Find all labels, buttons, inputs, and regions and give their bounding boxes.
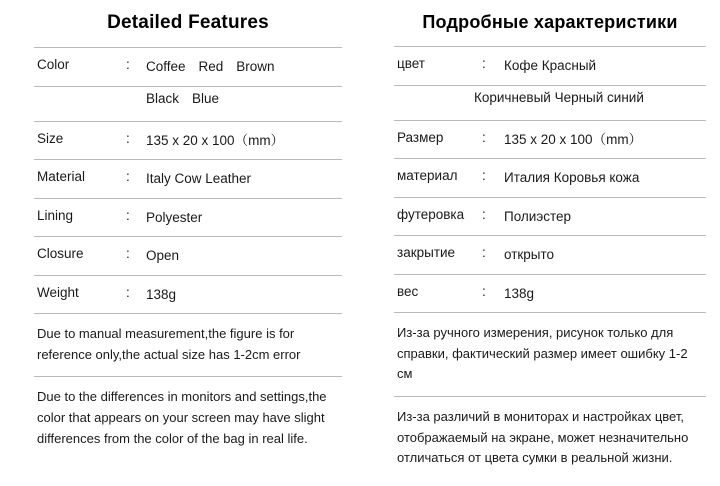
spec-row-color-ru bbox=[394, 47, 706, 85]
spec-label: Color bbox=[37, 57, 70, 72]
spec-value: 135 x 20 x 100（mm） bbox=[146, 132, 285, 148]
spec-label: закрытие bbox=[397, 245, 456, 261]
spec-row-color bbox=[34, 48, 342, 86]
spec-value bbox=[146, 57, 342, 77]
spec-label: Размер bbox=[397, 129, 444, 145]
spec-label: Weight bbox=[37, 284, 79, 300]
measurement-note: Due to manual measurement,the figure is for reference only,the actual size has 1-2cm error bbox=[37, 326, 301, 362]
page-title-russian: Подробные характеристики bbox=[422, 12, 678, 32]
spec-value: Open bbox=[146, 248, 180, 264]
spec-label: материал bbox=[397, 168, 458, 184]
spec-value: 135 x 20 x 100（mm） bbox=[504, 131, 643, 147]
spec-colon: : bbox=[482, 56, 486, 71]
spec-label: Size bbox=[37, 130, 64, 146]
page-title-english: Detailed Features bbox=[107, 12, 269, 33]
spec-row-closure bbox=[34, 237, 342, 275]
spec-label: футеровка bbox=[397, 206, 465, 222]
spec-label: вес bbox=[397, 283, 419, 299]
spec-colon: : bbox=[482, 283, 486, 299]
spec-row-size bbox=[34, 122, 342, 160]
spec-row-closure-ru bbox=[394, 236, 706, 274]
spec-label: цвет bbox=[397, 56, 425, 71]
spec-colon: : bbox=[126, 169, 130, 185]
color-option: Coffee bbox=[146, 59, 186, 74]
spec-colon: : bbox=[482, 206, 486, 222]
spec-label: Closure bbox=[37, 246, 84, 262]
spec-value: открыто bbox=[504, 247, 555, 263]
spec-row-color-continued bbox=[34, 87, 342, 121]
color-disclaimer-note-ru: Из-за различий в мониторах и настройках цвет, отображаемый на экране, может незначительно отличаться от цвета сумки в реальной жизни. bbox=[397, 408, 689, 466]
spec-label: Material bbox=[37, 169, 86, 185]
spec-value: 138g bbox=[504, 285, 535, 301]
spec-row-weight bbox=[34, 276, 342, 314]
spec-row-lining bbox=[34, 199, 342, 237]
spec-colon: : bbox=[482, 245, 486, 261]
spec-value: Polyester bbox=[146, 209, 203, 225]
spec-colon: : bbox=[482, 129, 486, 145]
spec-value: Кофе Красный bbox=[504, 58, 597, 73]
spec-colon: : bbox=[126, 57, 130, 72]
spec-value: Коричневый Черный синий bbox=[474, 89, 644, 105]
spec-colon: : bbox=[126, 130, 130, 146]
spec-value: Италия Коровья кожа bbox=[504, 170, 640, 186]
russian-specs-column bbox=[360, 0, 720, 486]
color-option: Brown bbox=[236, 59, 275, 74]
spec-row-color-continued-ru bbox=[394, 86, 706, 120]
spec-colon: : bbox=[126, 284, 130, 300]
spec-row-lining-ru bbox=[394, 198, 706, 236]
spec-row-weight-ru bbox=[394, 275, 706, 313]
spec-value bbox=[146, 89, 342, 109]
color-option: Black bbox=[146, 90, 180, 106]
spec-row-material-ru bbox=[394, 159, 706, 197]
color-disclaimer-note: Due to the differences in monitors and settings,the color that appears on your screen may have slight differences from the color of the bag in real life. bbox=[37, 389, 327, 446]
color-option: Blue bbox=[192, 90, 220, 106]
spec-colon: : bbox=[126, 207, 130, 223]
spec-value: Italy Cow Leather bbox=[146, 171, 252, 187]
color-option: Red bbox=[198, 59, 224, 74]
spec-label: Lining bbox=[37, 207, 74, 223]
spec-row-size-ru bbox=[394, 121, 706, 159]
spec-row-material bbox=[34, 160, 342, 198]
spec-colon: : bbox=[126, 246, 130, 262]
spec-value: Полиэстер bbox=[504, 208, 572, 224]
measurement-note-ru: Из-за ручного измерения, рисунок только для справки, фактический размер имеет ошибку 1-2 см bbox=[397, 325, 688, 382]
spec-value: 138g bbox=[146, 286, 177, 302]
spec-colon: : bbox=[482, 168, 486, 184]
